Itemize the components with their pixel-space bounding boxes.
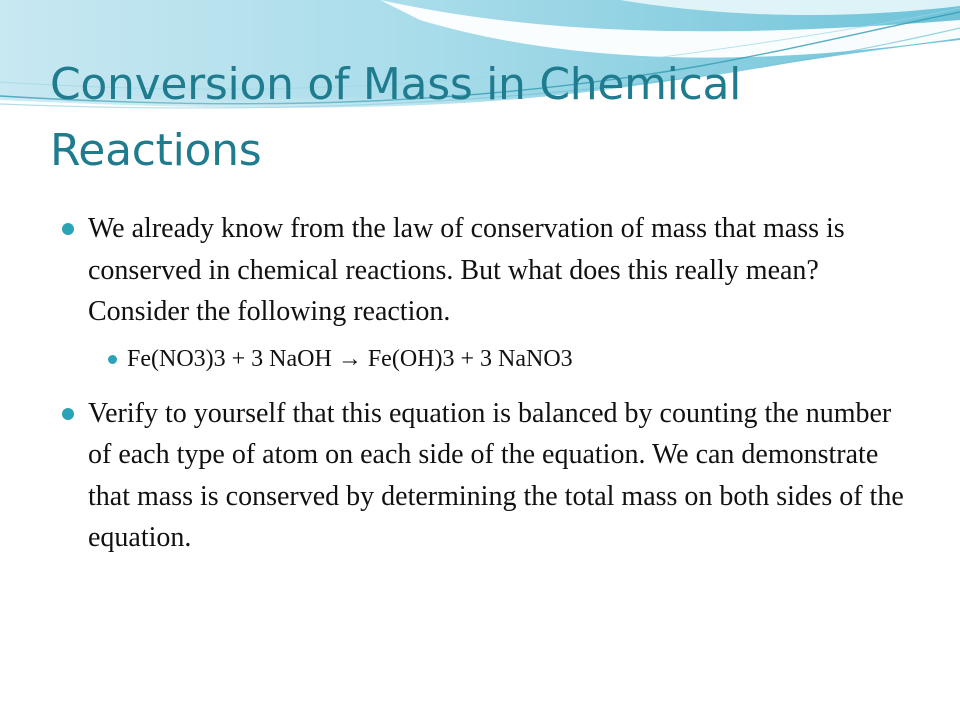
equation-sub-bullet: Fe(NO3)3 + 3 NaOH → Fe(OH)3 + 3 NaNO3 [108, 342, 912, 376]
bullet-list [62, 208, 912, 568]
slide-title: Conversion of Mass in Chemical Reactions [50, 59, 742, 176]
bullet-item: Verify to yourself that this equation is balanced by counting the number of each type of atom on each side of the equation. We can demonstrate that mass is conserved by determining the total mass on both sides of the equation. [62, 393, 912, 559]
bullet-item: We already know from the law of conservation of mass that mass is conserved in chemical reactions. But what does this really mean? Consider the following reaction. [62, 208, 912, 333]
